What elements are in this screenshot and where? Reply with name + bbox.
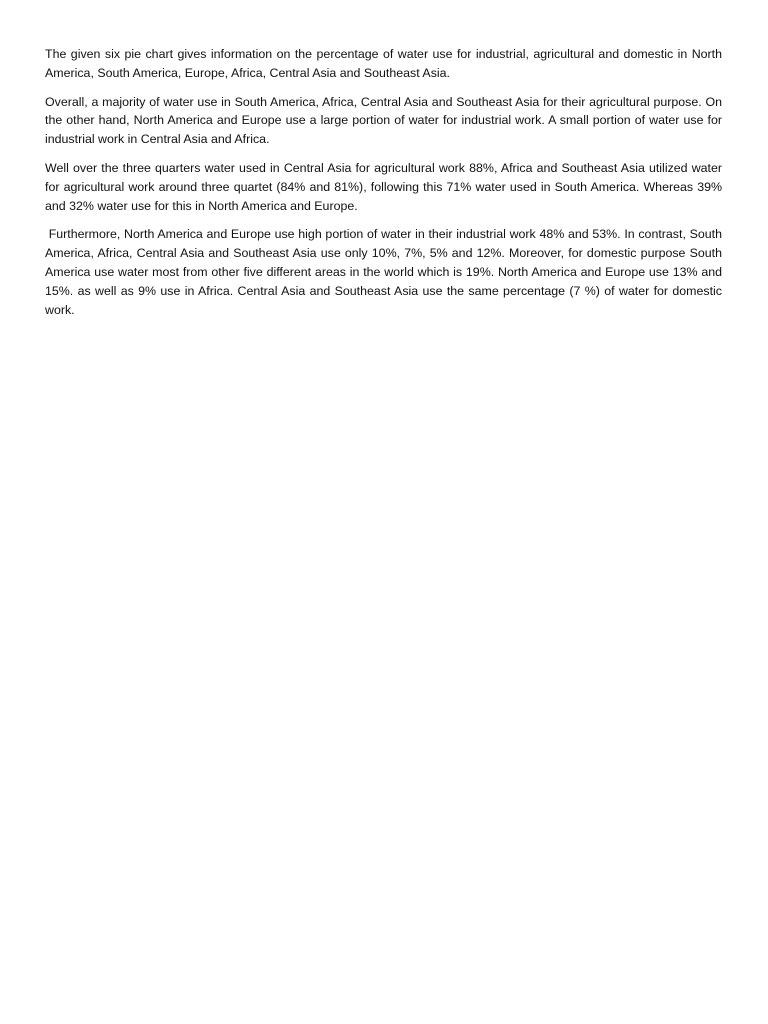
paragraph-introduction: The given six pie chart gives information on the percentage of water use for industrial, agricultural and domestic in North America, South America, Europe, Africa, Central Asia and Southeast Asia. bbox=[45, 47, 725, 80]
paragraph-overview: Overall, a majority of water use in South America, Africa, Central Asia and Southeast Asia for their agricultural purpose. On the other hand, North America and Europe use a large portion of water for industrial work. A small portion of water use for industrial work in Central Asia and Africa. bbox=[45, 94, 726, 147]
document-body bbox=[45, 45, 726, 329]
paragraph-agriculture: Well over the three quarters water used in Central Asia for agricultural work 88%, Africa and Southeast Asia utilized water for agricultural work around three quartet (84% and 81%), following this 71% water used in South America. Whereas 39% and 32% water use for this in North America and Europe. bbox=[45, 160, 726, 213]
paragraph-industrial-domestic: Furthermore, North America and Europe use high portion of water in their industrial work 48% and 53%. In contrast, South America, Africa, Central Asia and Southeast Asia use only 10%, 7%, 5% and 12%. Moreover, for domestic purpose South America use water most from other five different areas in the world which is 19%. North America and Europe use 13% and 15%. as well as 9% use in Africa. Central Asia and Southeast Asia use the same percentage (7 %) of water for domestic work. bbox=[45, 227, 726, 317]
